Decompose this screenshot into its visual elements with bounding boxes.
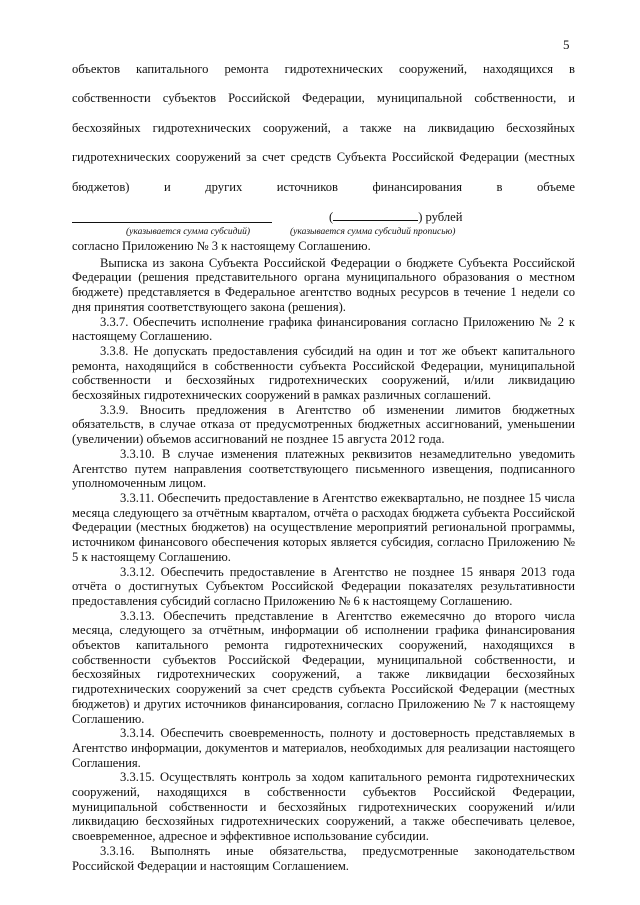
paragraph-intro-line-3: бесхозяйных гидротехнических сооружений, а также на ликвидацию бесхозяйных [72, 120, 575, 135]
caption-subsidy-sum-words: (указывается сумма субсидий прописью) [290, 227, 456, 238]
page-number: 5 [563, 37, 570, 52]
paragraph-budget-extract: Выписка из закона Субъекта Российской Федерации о бюджете Субъекта Российской Федерации (решения представительного органа муниципального образования о местном бюджете) представляется в Федеральное агентство водных ресурсов в течение 1 недели со дня принятия соответствующего закона (решения). [72, 255, 575, 314]
subsidy-amount-blank [72, 209, 272, 223]
clause-3-3-8: 3.3.8. Не допускать предоставления субсидий на один и тот же объект капитального ремонта, находящийся в собственности субъекта Российской Федерации, муниципальной собственности и бесхозяйных гидротехнических сооружений, и/или ликвидацию бесхозяйных гидротехнических сооружений в рамках различных соглашений. [72, 343, 575, 403]
paragraph-intro-line-4: гидротехнических сооружений за счет средств Субъекта Российской Федерации (местных [72, 150, 575, 165]
clause-3-3-9: 3.3.9. Вносить предложения в Агентство об изменении лимитов бюджетных обязательств, в случае отказа от предусмотренных бюджетных ассигнований, уменьшении (увеличении) объемов ассигнований не позднее 15 августа 2012 года. [72, 402, 575, 447]
subsidy-amount-words-field: ( ) рублей [329, 210, 463, 225]
clause-3-3-13: 3.3.13. Обеспечить представление в Агентство ежемесячно до второго числа месяца, следующего за отчётным, информации об исполнении графика финансирования объектов капитального ремонта гидротехнических сооружений, находящихся в собственности субъектов Российской Федерации, муниципальной собственности, и бесхозяйных гидротехнических сооружений, а также ликвидации бесхозяйных гидротехнических сооружений за счет средств субъекта Российской Федерации (местных бюджетов) и других источников финансирования, согласно Приложению № 7 к настоящему Соглашению. [72, 608, 575, 726]
document-body [72, 62, 575, 873]
clause-3-3-7: 3.3.7. Обеспечить исполнение графика финансирования согласно Приложению № 2 к настоящему Соглашению. [72, 314, 575, 344]
paragraph-annex-3: согласно Приложению № 3 к настоящему Соглашению. [72, 239, 371, 254]
caption-subsidy-sum: (указывается сумма субсидий) [126, 227, 251, 238]
paragraph-intro-line-2: собственности субъектов Российской Федерации, муниципальной собственности, и [72, 91, 575, 106]
clause-3-3-16: 3.3.16. Выполнять иные обязательства, предусмотренные законодательством Российской Федерации и настоящим Соглашением. [72, 843, 575, 873]
paragraph-intro-line-5: бюджетов) и других источников финансирования в объеме [72, 179, 575, 194]
subsidy-amount-block [72, 209, 575, 239]
clause-3-3-10: 3.3.10. В случае изменения платежных реквизитов незамедлительно уведомить Агентство путем направления соответствующего письменного извещения, подписанного уполномоченным лицом. [72, 446, 575, 491]
clause-3-3-15: 3.3.15. Осуществлять контроль за ходом капитального ремонта гидротехнических сооружений, находящихся в собственности субъектов Российской Федерации, муниципальной собственности и бесхозяйных гидротехнических сооружений и/или ликвидацию бесхозяйных гидротехнических сооружений, а также обеспечивать целевое, своевременное, адресное и эффективное использование субсидии. [72, 770, 575, 844]
clause-3-3-11: 3.3.11. Обеспечить предоставление в Агентство ежеквартально, не позднее 15 числа месяца следующего за отчётным кварталом, отчёта о расходах бюджета субъекта Российской Федерации (местных бюджетов) на осуществление мероприятий региональной программы, источником финансового обеспечения которых является субсидия, согласно Приложению № 5 к настоящему Соглашению. [72, 490, 575, 564]
clause-3-3-14: 3.3.14. Обеспечить своевременность, полноту и достоверность представляемых в Агентство информации, документов и материалов, необходимых для реализации настоящего Соглашения. [72, 726, 575, 770]
paragraph-intro-line-1: объектов капитального ремонта гидротехнических сооружений, находящихся в [72, 62, 575, 76]
clause-3-3-12: 3.3.12. Обеспечить предоставление в Агентство не позднее 15 января 2013 года отчёта о достигнутых Субъектом Российской Федерации показателях результативности предоставления субсидий согласно Приложению № 6 к настоящему Соглашению. [72, 564, 575, 608]
subsidy-amount-words-blank [333, 209, 418, 221]
